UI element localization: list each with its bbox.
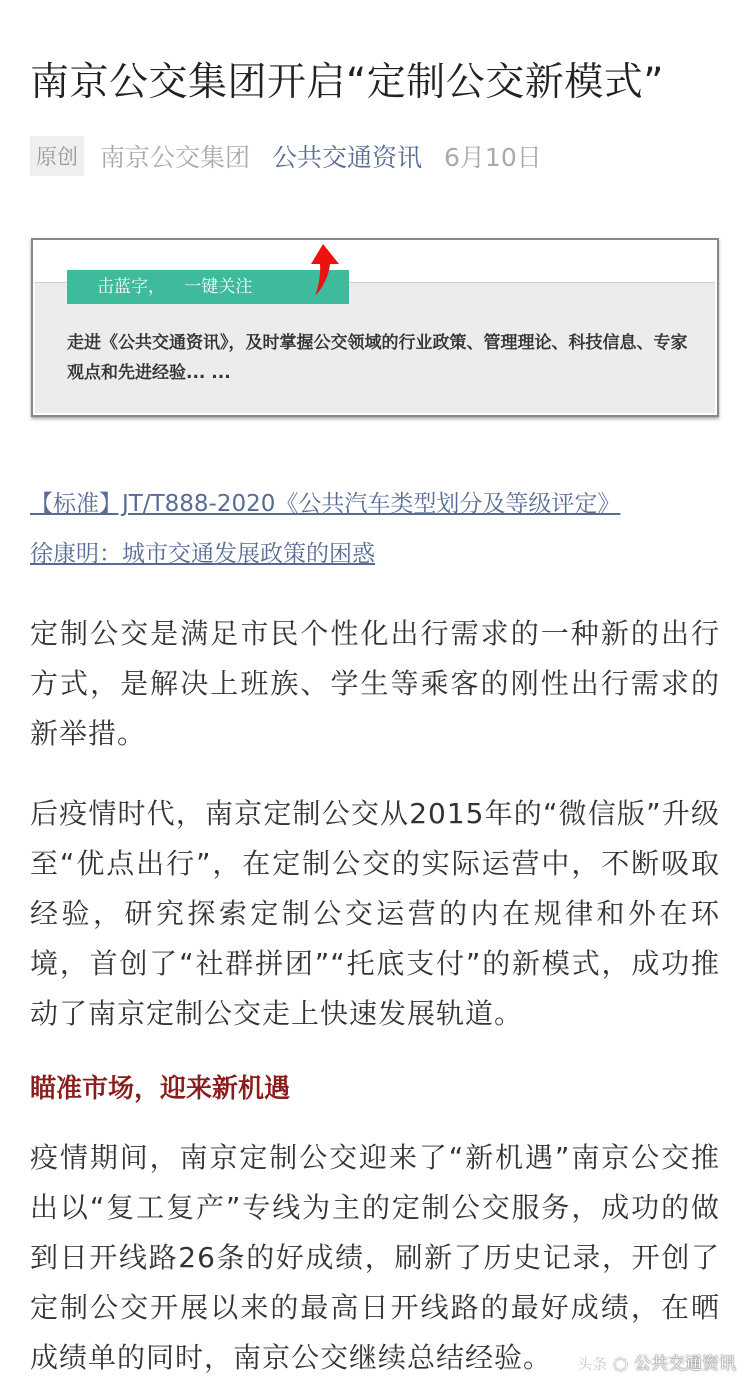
publish-date: 6月10日 <box>444 143 542 172</box>
watermark <box>577 1352 736 1376</box>
section-heading: 瞄准市场，迎来新机遇 <box>30 1074 291 1104</box>
watermark-faint: 头条 <box>577 1355 608 1373</box>
paragraph: 定制公交是满足市民个性化出行需求的一种新的出行方式，是解决上班族、学生等乘客的刚性出行需求的新举措。 <box>30 617 720 750</box>
related-links <box>30 479 720 579</box>
author: 南京公交集团 <box>100 143 251 172</box>
article-meta <box>30 136 720 176</box>
follow-label[interactable]: 击蓝字， 一键关注 <box>67 270 349 304</box>
account-link[interactable]: 公共交通资讯 <box>272 143 423 172</box>
paragraph: 疫情期间，南京定制公交迎来了“新机遇”南京公交推出以“复工复产”专线为主的定制公交服务，成功的做到日开线路26条的好成绩，刷新了历史记录，开创了定制公交开展以来的最高日开线路的最好成绩，在晒成绩单的同时，南京公交继续总结经验。 <box>30 1141 720 1374</box>
follow-banner <box>31 238 719 417</box>
related-link[interactable]: 徐康明：城市交通发展政策的困惑 <box>30 541 375 567</box>
article-title: 南京公交集团开启“定制公交新模式” <box>30 60 664 105</box>
follow-description: 走进《公共交通资讯》，及时掌握公交领域的行业政策、管理理论、科技信息、专家观点和先进经验... ... <box>67 333 688 383</box>
wechat-icon: ◌ <box>613 1354 628 1374</box>
related-link[interactable]: 【标准】JT/T888-2020《公共汽车类型划分及等级评定》 <box>30 491 621 517</box>
original-tag: 原创 <box>30 136 84 176</box>
paragraph: 后疫情时代，南京定制公交从2015年的“微信版”升级至“优点出行”，在定制公交的实际运营中，不断吸取经验，研究探索定制公交运营的内在规律和外在环境，首创了“社群拼团”“托底支付”的新模式，成功推动了南京定制公交走上快速发展轨道。 <box>30 797 720 1030</box>
watermark-text: 公共交通资讯 <box>634 1354 736 1374</box>
red-arrow-icon <box>303 242 343 298</box>
